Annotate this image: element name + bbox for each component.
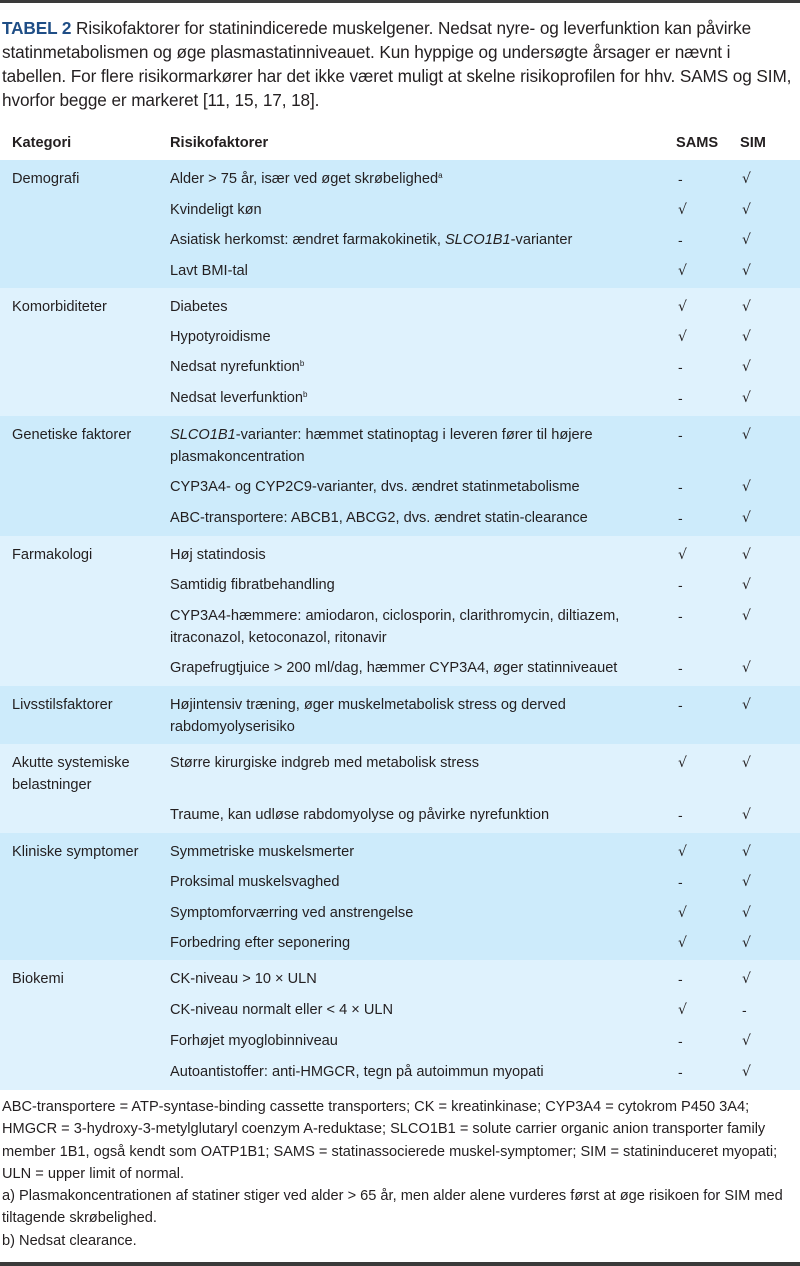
sim-cell [740,352,800,383]
risk-factor-cell [170,503,676,536]
table-row [0,800,800,833]
sim-check-icon: √ [742,390,751,406]
category-cell [0,995,170,1026]
risk-factor-cell [170,800,676,833]
category-cell [0,383,170,416]
table-row [0,288,800,322]
sim-cell [740,898,800,928]
sim-cell [740,472,800,503]
sim-cell [740,322,800,352]
category-cell [0,322,170,352]
sams-dash: - [678,1064,683,1080]
sim-dash: - [742,1002,747,1018]
category-cell [0,256,170,288]
footnote-marker: b [299,359,305,368]
risk-factor-cell [170,472,676,503]
risk-factor-cell [170,225,676,256]
sim-cell [740,503,800,536]
table-row [0,960,800,995]
footnote-a: a) Plasmakoncentrationen af statiner stiger ved alder > 65 år, men alder alene vurderes først at øge risikoen for SIM med tiltagende skrøbelighed. [2,1188,783,1227]
abbreviations-note: ABC-transportere = ATP-syntase-binding cassette transporters; CK = kreatinkinase; CYP3A4 = cytokrom P450 3A4; HMGCR = 3-hydroxy-3-metylglutaryl coenzym A-reduktase; SLCO1B1 = solute carrier organic anion transporter family member 1B1, også kendt som OATP1B1; SAMS = statinassocierede muskel-symptomer; SIM = statininduceret myopati; ULN = upper limit of normal. [2,1099,778,1182]
risk-factor-text: CK-niveau > 10 × ULN [170,971,317,987]
sams-dash: - [678,807,683,823]
header-sim: SIM [740,135,766,151]
table-row [0,416,800,472]
risk-factor-text: Samtidig fibratbehandling [170,577,335,593]
sams-cell [676,995,740,1026]
risk-factor-text: CYP3A4-hæmmere: amiodaron, ciclosporin, clarithromycin, diltiazem, itraconazol, ketoconazol, ritonavir [170,608,620,646]
sams-dash: - [678,232,683,248]
risk-factor-text: Forbedring efter seponering [170,935,351,951]
risk-factor-cell [170,1057,676,1090]
sim-cell [740,570,800,601]
footnote-b: b) Nedsat clearance. [2,1232,137,1249]
risk-factor-cell [170,288,676,322]
risk-factor-cell [170,601,676,653]
sams-cell [676,288,740,322]
risk-factor-cell [170,416,676,472]
bottom-rule [0,1262,800,1266]
category-cell [0,352,170,383]
category-cell: Livsstilsfaktorer [0,686,170,744]
category-cell: Akutte systemiske belastninger [0,744,170,800]
sams-dash: - [678,427,683,443]
sim-check-icon: √ [742,935,751,951]
risk-factor-cell [170,256,676,288]
table-row [0,601,800,653]
risk-factor-text: Symmetriske muskelsmerter [170,844,355,860]
sim-cell [740,256,800,288]
risk-factor-cell [170,195,676,225]
risk-factor-table [0,128,800,1090]
sams-cell [676,960,740,995]
sams-cell [676,256,740,288]
risk-factor-text: CYP3A4- og CYP2C9-varianter, dvs. ændret statinmetabolisme [170,479,580,495]
sim-cell [740,383,800,416]
category-cell: Genetiske faktorer [0,416,170,472]
table-row [0,744,800,800]
caption-text: Risikofaktorer for statinindicerede muskelgener. Nedsat nyre- og leverfunktion kan påvirke statinmetabolismen og øge plasmastatinniveauet. Kun hyppige og undersøgte årsager er nævnt i tabellen. For flere risikormarkører har det ikke været muligt at skelne risikoprofilen for hhv. SAMS og SIM, hvorfor begge er markeret [11, 15, 17, 18]. [2,18,792,110]
sams-cell [676,195,740,225]
sams-cell [676,800,740,833]
sams-cell [676,536,740,570]
risk-factor-text-prefix: Asiatisk herkomst: ændret farmakokinetik, [170,232,445,248]
sams-check-icon: √ [678,202,687,218]
sams-cell [676,352,740,383]
risk-factor-text: Forhøjet myoglobinniveau [170,1033,338,1049]
table-row [0,867,800,898]
table-row [0,256,800,288]
risk-factor-text: Højintensiv træning, øger muskelmetabolisk stress og derved rabdomyolyserisiko [170,697,566,735]
risk-factor-text: Nedsat nyrefunktion [170,359,300,375]
sams-dash: - [678,359,683,375]
risk-factor-text: CK-niveau normalt eller < 4 × ULN [170,1002,394,1018]
sim-cell [740,833,800,867]
sim-cell [740,800,800,833]
sim-check-icon: √ [742,844,751,860]
table-notes [2,1096,798,1252]
risk-factor-cell [170,570,676,601]
category-cell: Demografi [0,160,170,195]
sams-dash: - [678,510,683,526]
risk-factor-cell [170,898,676,928]
risk-factor-cell [170,744,676,800]
category-cell [0,1057,170,1090]
risk-factor-text: Nedsat leverfunktion [170,390,304,406]
sams-dash: - [678,697,683,713]
sams-cell [676,928,740,960]
sams-check-icon: √ [678,905,687,921]
sams-cell [676,322,740,352]
sams-cell [676,686,740,744]
sim-cell [740,160,800,195]
sams-cell [676,601,740,653]
sams-cell [676,570,740,601]
sim-check-icon: √ [742,510,751,526]
sim-cell [740,225,800,256]
category-cell [0,472,170,503]
sim-check-icon: √ [742,577,751,593]
sams-cell [676,503,740,536]
sams-check-icon: √ [678,547,687,563]
risk-factor-text: Proksimal muskelsvaghed [170,874,340,890]
table-caption [2,16,792,112]
risk-factor-cell [170,867,676,898]
sams-cell [676,160,740,195]
sim-check-icon: √ [742,547,751,563]
sams-cell [676,653,740,686]
risk-factor-text: Hypotyroidisme [170,329,271,345]
risk-factor-text: Høj statindosis [170,547,266,563]
risk-factor-text: Lavt BMI-tal [170,263,248,279]
sim-check-icon: √ [742,971,751,987]
sams-check-icon: √ [678,844,687,860]
header-kategori: Kategori [12,135,72,151]
sim-check-icon: √ [742,202,751,218]
risk-factor-text: Symptomforværring ved anstrengelse [170,905,414,921]
sim-cell [740,416,800,472]
table-row [0,352,800,383]
sim-cell [740,744,800,800]
sams-dash: - [678,874,683,890]
sams-dash: - [678,390,683,406]
sams-check-icon: √ [678,299,687,315]
category-cell [0,653,170,686]
risk-factor-cell [170,383,676,416]
sams-dash: - [678,971,683,987]
table-header-row [0,128,800,160]
sams-dash: - [678,608,683,624]
sim-cell [740,1026,800,1057]
risk-factor-cell [170,960,676,995]
sim-check-icon: √ [742,299,751,315]
risk-factor-text: Autoantistoffer: anti-HMGCR, tegn på autoimmun myopati [170,1064,544,1080]
table-row [0,1057,800,1090]
sim-check-icon: √ [742,1064,751,1080]
sim-check-icon: √ [742,427,751,443]
table-row [0,686,800,744]
sim-check-icon: √ [742,359,751,375]
sams-cell [676,416,740,472]
sams-dash: - [678,660,683,676]
category-cell [0,800,170,833]
risk-factor-text: ABC-transportere: ABCB1, ABCG2, dvs. ændret statin-clearance [170,510,588,526]
risk-factor-text: -varianter [510,232,573,248]
category-cell [0,601,170,653]
table-row [0,570,800,601]
category-cell: Farmakologi [0,536,170,570]
risk-factor-cell [170,995,676,1026]
sim-cell [740,536,800,570]
sim-check-icon: √ [742,1033,751,1049]
category-cell [0,867,170,898]
risk-factor-cell [170,833,676,867]
sim-cell [740,686,800,744]
risk-factor-cell [170,1026,676,1057]
table-row [0,383,800,416]
table-row [0,833,800,867]
sams-cell [676,1026,740,1057]
gene-name: SLCO1B1 [170,427,236,443]
sim-check-icon: √ [742,263,751,279]
sams-cell [676,833,740,867]
risk-factor-cell [170,686,676,744]
risk-factor-text: Grapefrugtjuice > 200 ml/dag, hæmmer CYP3A4, øger statinniveauet [170,660,618,676]
sams-cell [676,744,740,800]
sams-cell [676,867,740,898]
footnote-marker: b [303,390,308,399]
sams-check-icon: √ [678,329,687,345]
risk-factor-text: Større kirurgiske indgreb med metabolisk stress [170,755,480,771]
sim-check-icon: √ [742,171,751,187]
risk-factor-cell [170,352,676,383]
risk-factor-cell [170,653,676,686]
sim-cell [740,195,800,225]
category-cell [0,898,170,928]
header-sams: SAMS [676,135,719,151]
sim-check-icon: √ [742,660,751,676]
sim-check-icon: √ [742,697,751,713]
sim-cell [740,928,800,960]
table-row [0,322,800,352]
table-row [0,472,800,503]
sams-cell [676,1057,740,1090]
table-row [0,195,800,225]
sim-cell [740,601,800,653]
sim-cell [740,1057,800,1090]
risk-factor-cell [170,928,676,960]
sams-dash: - [678,171,683,187]
table-row [0,653,800,686]
sams-dash: - [678,577,683,593]
sams-cell [676,383,740,416]
sim-check-icon: √ [742,755,751,771]
sim-check-icon: √ [742,807,751,823]
category-cell: Biokemi [0,960,170,995]
sams-check-icon: √ [678,755,687,771]
sim-check-icon: √ [742,232,751,248]
table-label: TABEL 2 [2,18,72,38]
category-cell [0,1026,170,1057]
table-row [0,536,800,570]
table-row [0,995,800,1026]
sim-cell [740,960,800,995]
sim-check-icon: √ [742,479,751,495]
category-cell [0,225,170,256]
category-cell: Kliniske symptomer [0,833,170,867]
sams-check-icon: √ [678,1002,687,1018]
sams-dash: - [678,1033,683,1049]
sim-cell [740,653,800,686]
risk-factor-text: Traume, kan udløse rabdomyolyse og påvirke nyrefunktion [170,807,550,823]
sams-cell [676,898,740,928]
category-cell [0,503,170,536]
table-row [0,898,800,928]
sams-dash: - [678,479,683,495]
header-risikofaktorer: Risikofaktorer [170,135,269,151]
sim-check-icon: √ [742,905,751,921]
sim-cell [740,867,800,898]
footnote-marker: a [438,171,443,180]
risk-factor-text: Diabetes [170,299,228,315]
sams-check-icon: √ [678,935,687,951]
table-body [0,160,800,1090]
sim-cell [740,995,800,1026]
category-cell [0,195,170,225]
risk-factor-cell [170,160,676,195]
category-cell [0,928,170,960]
sim-check-icon: √ [742,874,751,890]
table-row [0,503,800,536]
sams-cell [676,225,740,256]
risk-factor-text: Alder > 75 år, især ved øget skrøbelighed [170,171,439,187]
risk-factor-cell [170,322,676,352]
sim-cell [740,288,800,322]
risk-factor-text: Kvindeligt køn [170,202,262,218]
category-cell [0,570,170,601]
risk-factor-text: -varianter: hæmmet statinoptag i leveren fører til højere plasmakoncentration [170,427,593,465]
table-row [0,1026,800,1057]
category-cell: Komorbiditeter [0,288,170,322]
risk-factor-cell [170,536,676,570]
table-row [0,225,800,256]
gene-name: SLCO1B1 [444,232,511,248]
table-row [0,160,800,195]
top-rule [0,0,800,3]
sim-check-icon: √ [742,329,751,345]
table-row [0,928,800,960]
sams-cell [676,472,740,503]
sim-check-icon: √ [742,608,751,624]
sams-check-icon: √ [678,263,687,279]
